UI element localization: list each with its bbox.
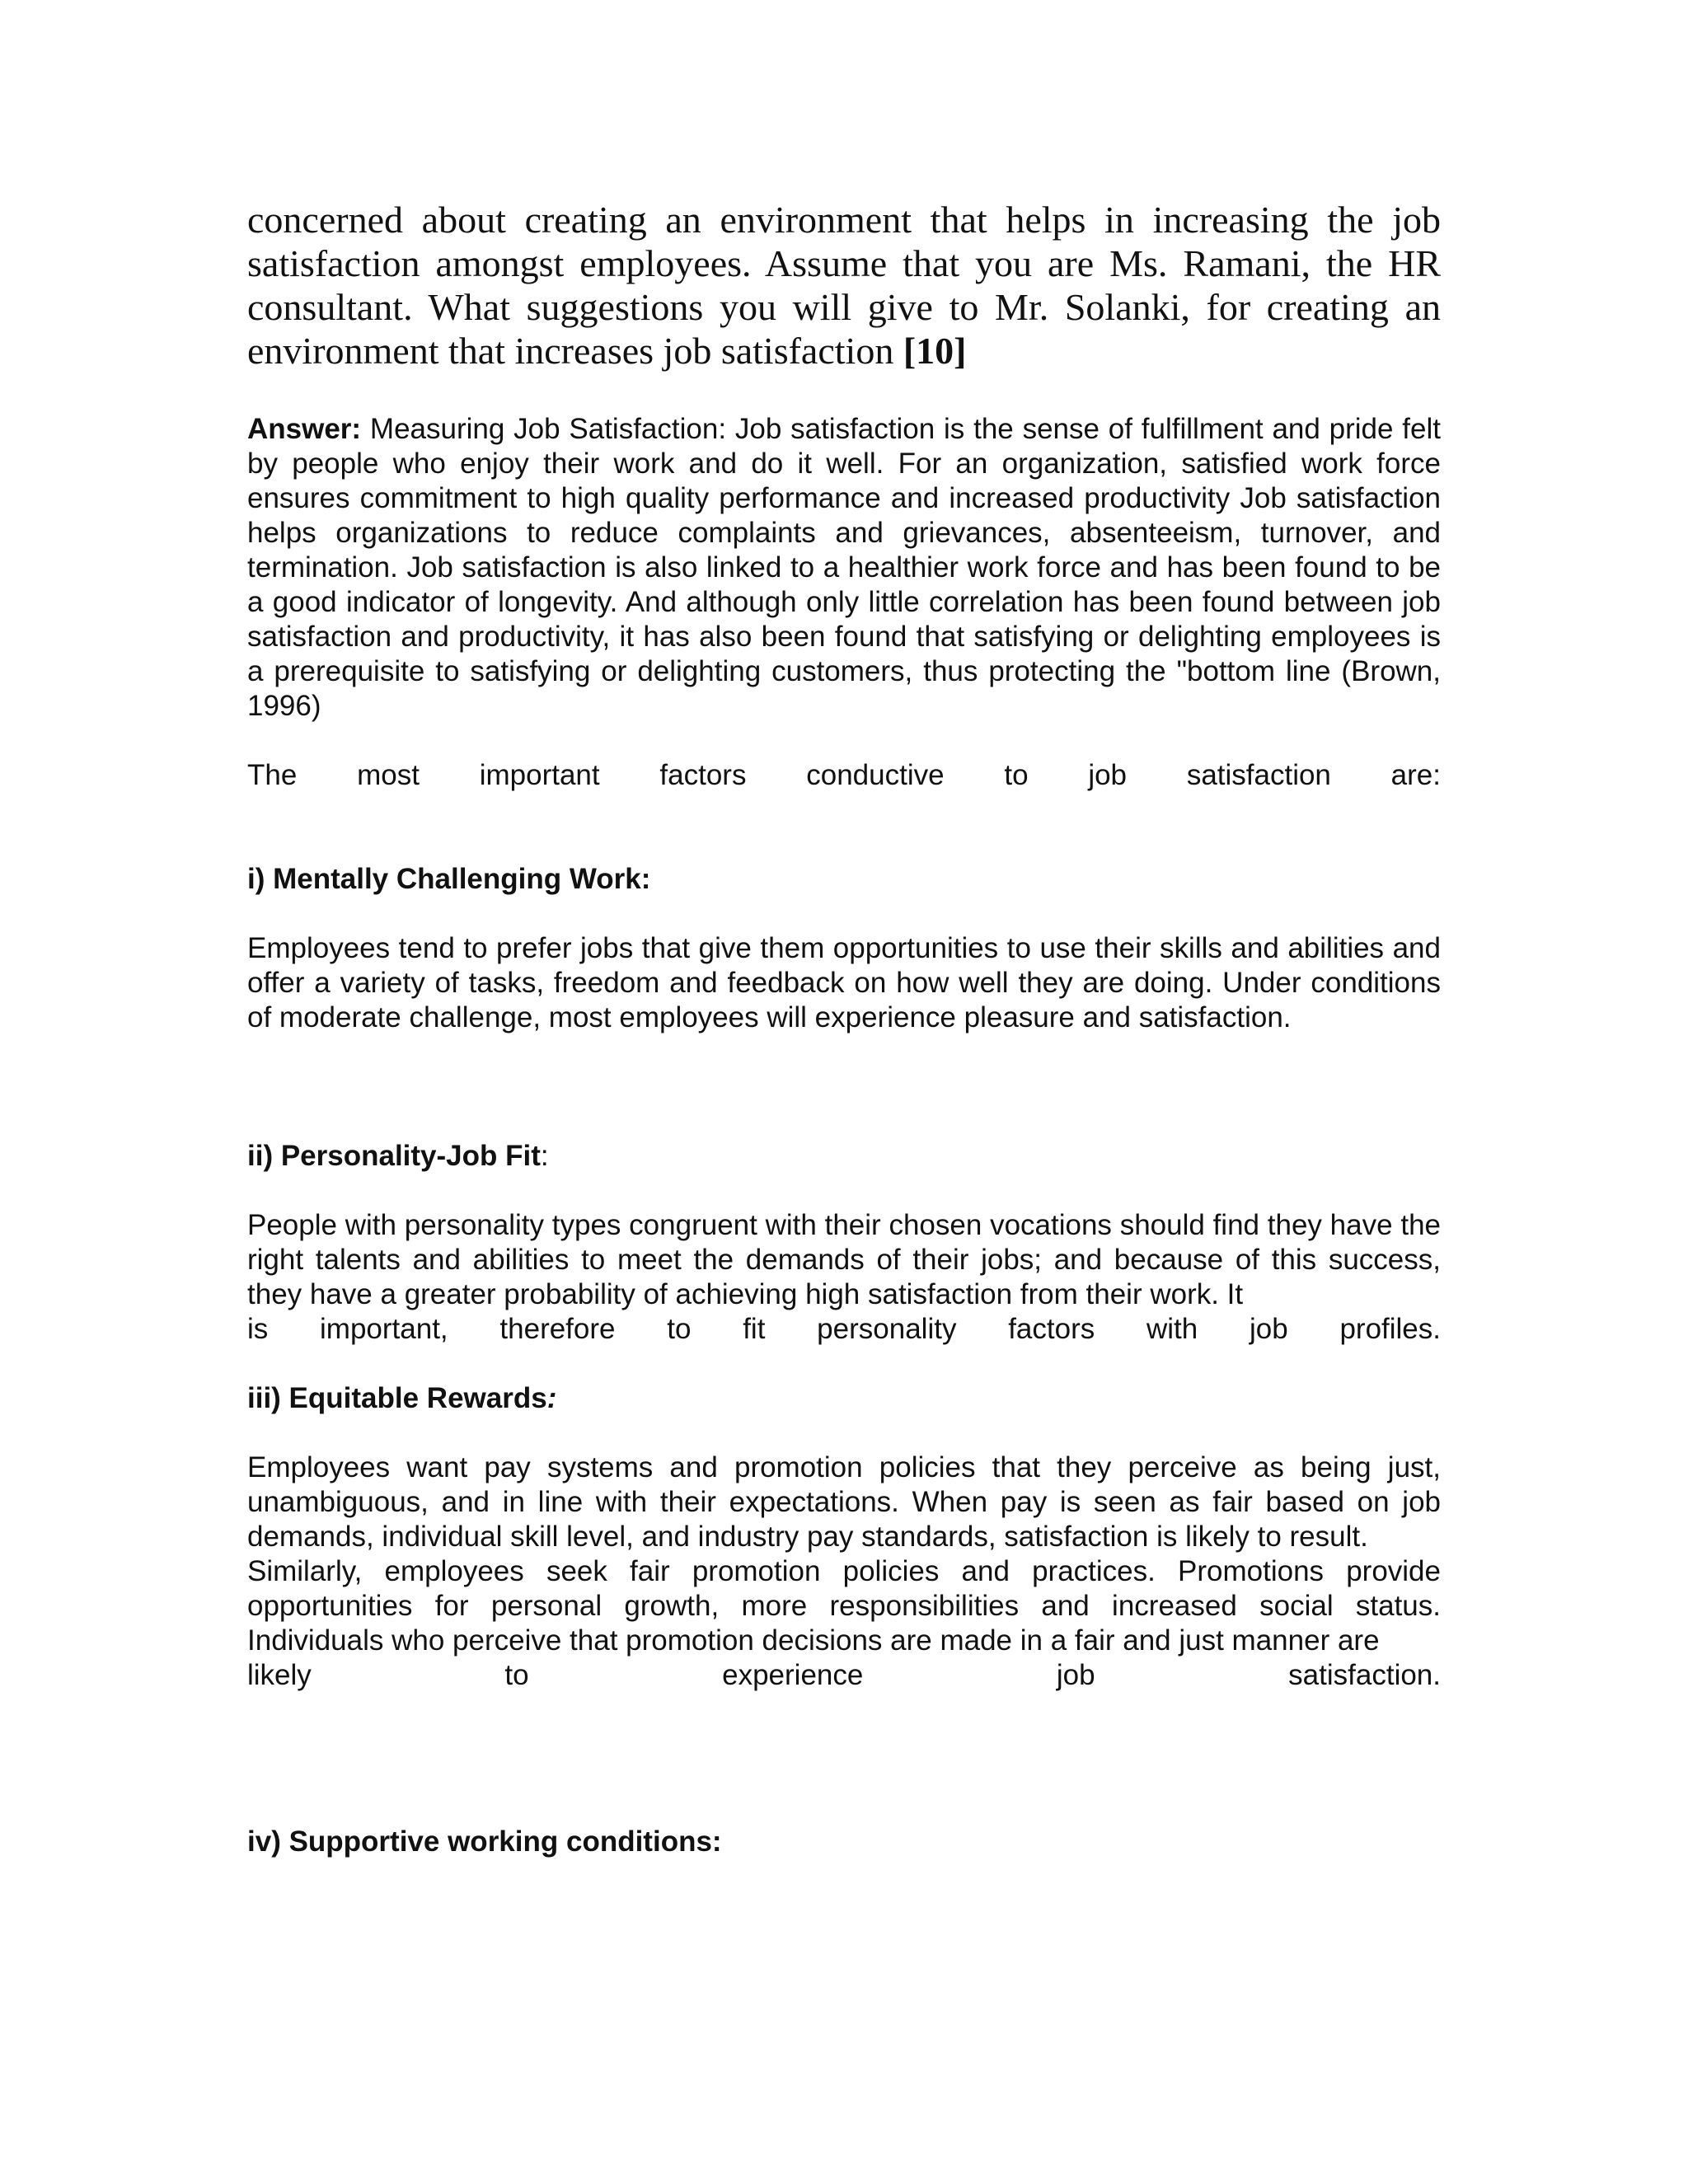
personality-job-fit-colon: : <box>540 1140 549 1172</box>
equitable-rewards-body-pay: Employees want pay systems and promotion policies that they perceive as being just, unambiguous, and in line with their expectations. When pay is seen as fair based on job demands, individual skill level, and industry pay standards, satisfaction is likely to result. <box>247 1451 1441 1553</box>
answer-body: Measuring Job Satisfaction: Job satisfaction is the sense of fulfillment and pride felt by people who enjoy their work and do it well. For an organization, satisfied work force ensures commitment to high quality performance and increased productivity Job satisfaction helps organizations to reduce complaints and grievances, absenteeism, turnover, and termination. Job satisfaction is also linked to a healthier work force and has been found to be a good indicator of longevity. And although only little correlation has been found between job satisfaction and productivity, it has also been found that satisfying or delighting employees is a prerequisite to satisfying or delighting customers, thus protecting the "bottom line (Brown, 1996) <box>247 413 1441 722</box>
section-heading-mentally-challenging-work: i) Mentally Challenging Work: <box>247 863 651 895</box>
factors-intro: The most important factors conductive to job satisfaction are: <box>247 759 1441 791</box>
section-heading-personality-job-fit <box>247 1139 1441 1174</box>
equitable-rewards-colon: : <box>546 1382 557 1414</box>
section-body-mentally-challenging-work: Employees tend to prefer jobs that give them opportunities to use their skills and abilities and offer a variety of tasks, freedom and feedback on how well they are doing. Under conditions of moderate challenge, most employees will experience pleasure and satisfaction. <box>247 932 1441 1033</box>
question-body: concerned about creating an environment that helps in increasing the job satisfaction amongst employees. Assume that you are Ms. Ramani, the HR consultant. What suggestions you will give to Mr. Solanki, for creating an environment that increases job satisfaction <box>247 199 1441 372</box>
question-text <box>247 198 1441 373</box>
personality-job-fit-title: ii) Personality-Job Fit <box>247 1140 541 1172</box>
section-body-personality-job-fit <box>247 1208 1441 1312</box>
equitable-rewards-body-promotion: Similarly, employees seek fair promotion policies and practices. Promotions provide opportunities for personal growth, more responsibilities and increased social status. Individuals who perceive that promotion decisions are made in a fair and just manner are <box>247 1555 1441 1657</box>
answer-label: Answer: <box>247 413 362 445</box>
personality-job-fit-body: People with personality types congruent with their chosen vocations should find they have the right talents and abilities to meet the demands of their jobs; and because of this success, they have a greater probability of achieving high satisfaction from their work. It <box>247 1209 1441 1310</box>
personality-job-fit-last-line: is important, therefore to fit personality factors with job profiles. <box>247 1313 1441 1345</box>
equitable-rewards-title: iii) Equitable Rewards <box>247 1382 547 1414</box>
answer-paragraph <box>247 412 1441 724</box>
section-heading-equitable-rewards <box>247 1381 1441 1416</box>
equitable-rewards-last-line: likely to experience job satisfaction. <box>247 1659 1441 1691</box>
question-marks: [10] <box>903 330 967 372</box>
section-heading-supportive-working-conditions: iv) Supportive working conditions: <box>247 1825 722 1858</box>
document-page <box>247 198 1441 1859</box>
